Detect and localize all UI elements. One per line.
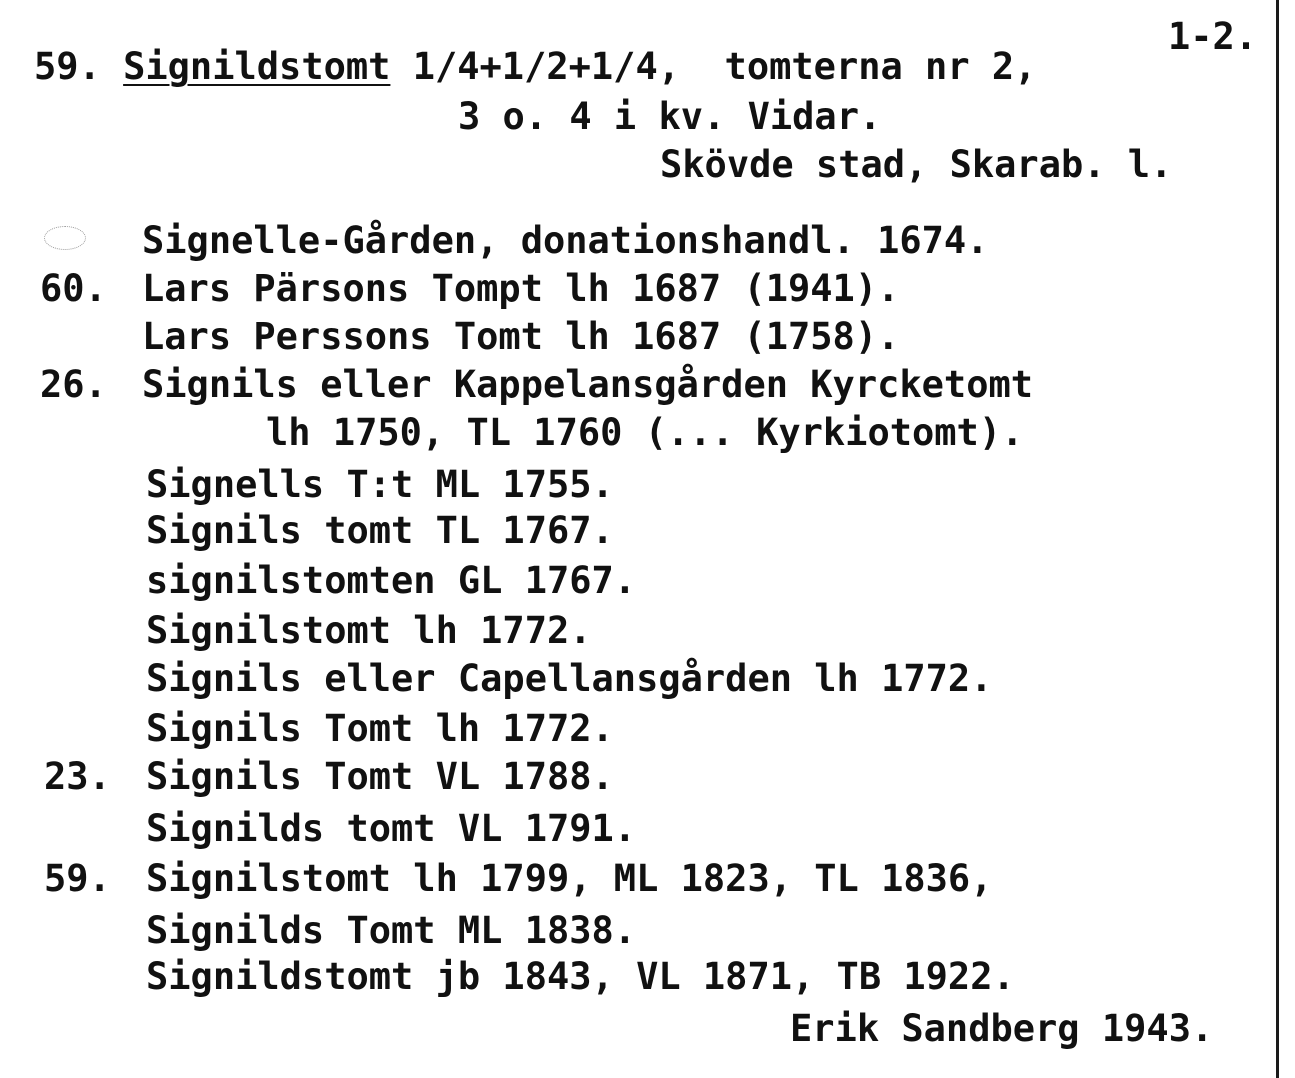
headword: Signildstomt bbox=[123, 45, 391, 88]
entry-text: Lars Pärsons Tompt lh 1687 (1941). bbox=[142, 267, 900, 310]
entry-text: Signilds tomt VL 1791. bbox=[146, 807, 637, 850]
entry-number: 26. bbox=[40, 363, 107, 406]
entry-text: Signelle-Gården, donationshandl. 1674. bbox=[142, 219, 989, 262]
entry-number: 59. bbox=[44, 857, 111, 900]
ink-smudge bbox=[44, 226, 86, 250]
entry-text: Signilstomt lh 1799, ML 1823, TL 1836, bbox=[146, 857, 993, 900]
entry-text: Signils tomt TL 1767. bbox=[146, 509, 614, 552]
entry-number: 23. bbox=[44, 755, 111, 798]
entry-text: Signildstomt jb 1843, VL 1871, TB 1922. bbox=[146, 955, 1015, 998]
entry-text: Signells T:t ML 1755. bbox=[146, 463, 614, 506]
card-number: 1-2. bbox=[1168, 15, 1258, 58]
header-line-2: 3 o. 4 i kv. Vidar. bbox=[458, 95, 882, 138]
entry-text: Signils eller Kappelansgården Kyrcketomt bbox=[142, 363, 1034, 406]
entry-text: Lars Perssons Tomt lh 1687 (1758). bbox=[142, 315, 900, 358]
header-line-1-rest: 1/4+1/2+1/4, tomterna nr 2, bbox=[390, 45, 1037, 88]
signature: Erik Sandberg 1943. bbox=[790, 1007, 1214, 1050]
entry-number: 60. bbox=[40, 267, 107, 310]
card-right-border bbox=[1276, 0, 1279, 1078]
entry-text: Signils Tomt lh 1772. bbox=[146, 707, 614, 750]
entry-text: Signils eller Capellansgården lh 1772. bbox=[146, 657, 993, 700]
location: Skövde stad, Skarab. l. bbox=[660, 143, 1173, 186]
entry-text: signilstomten GL 1767. bbox=[146, 559, 637, 602]
header-entry-number: 59. bbox=[34, 45, 101, 88]
header-line-1 bbox=[34, 45, 1037, 88]
card-top-edge bbox=[0, 0, 1295, 10]
entry-text: Signilds Tomt ML 1838. bbox=[146, 909, 637, 952]
entry-text: Signils Tomt VL 1788. bbox=[146, 755, 614, 798]
entry-text: Signilstomt lh 1772. bbox=[146, 609, 592, 652]
entry-text: lh 1750, TL 1760 (... Kyrkiotomt). bbox=[266, 411, 1024, 454]
